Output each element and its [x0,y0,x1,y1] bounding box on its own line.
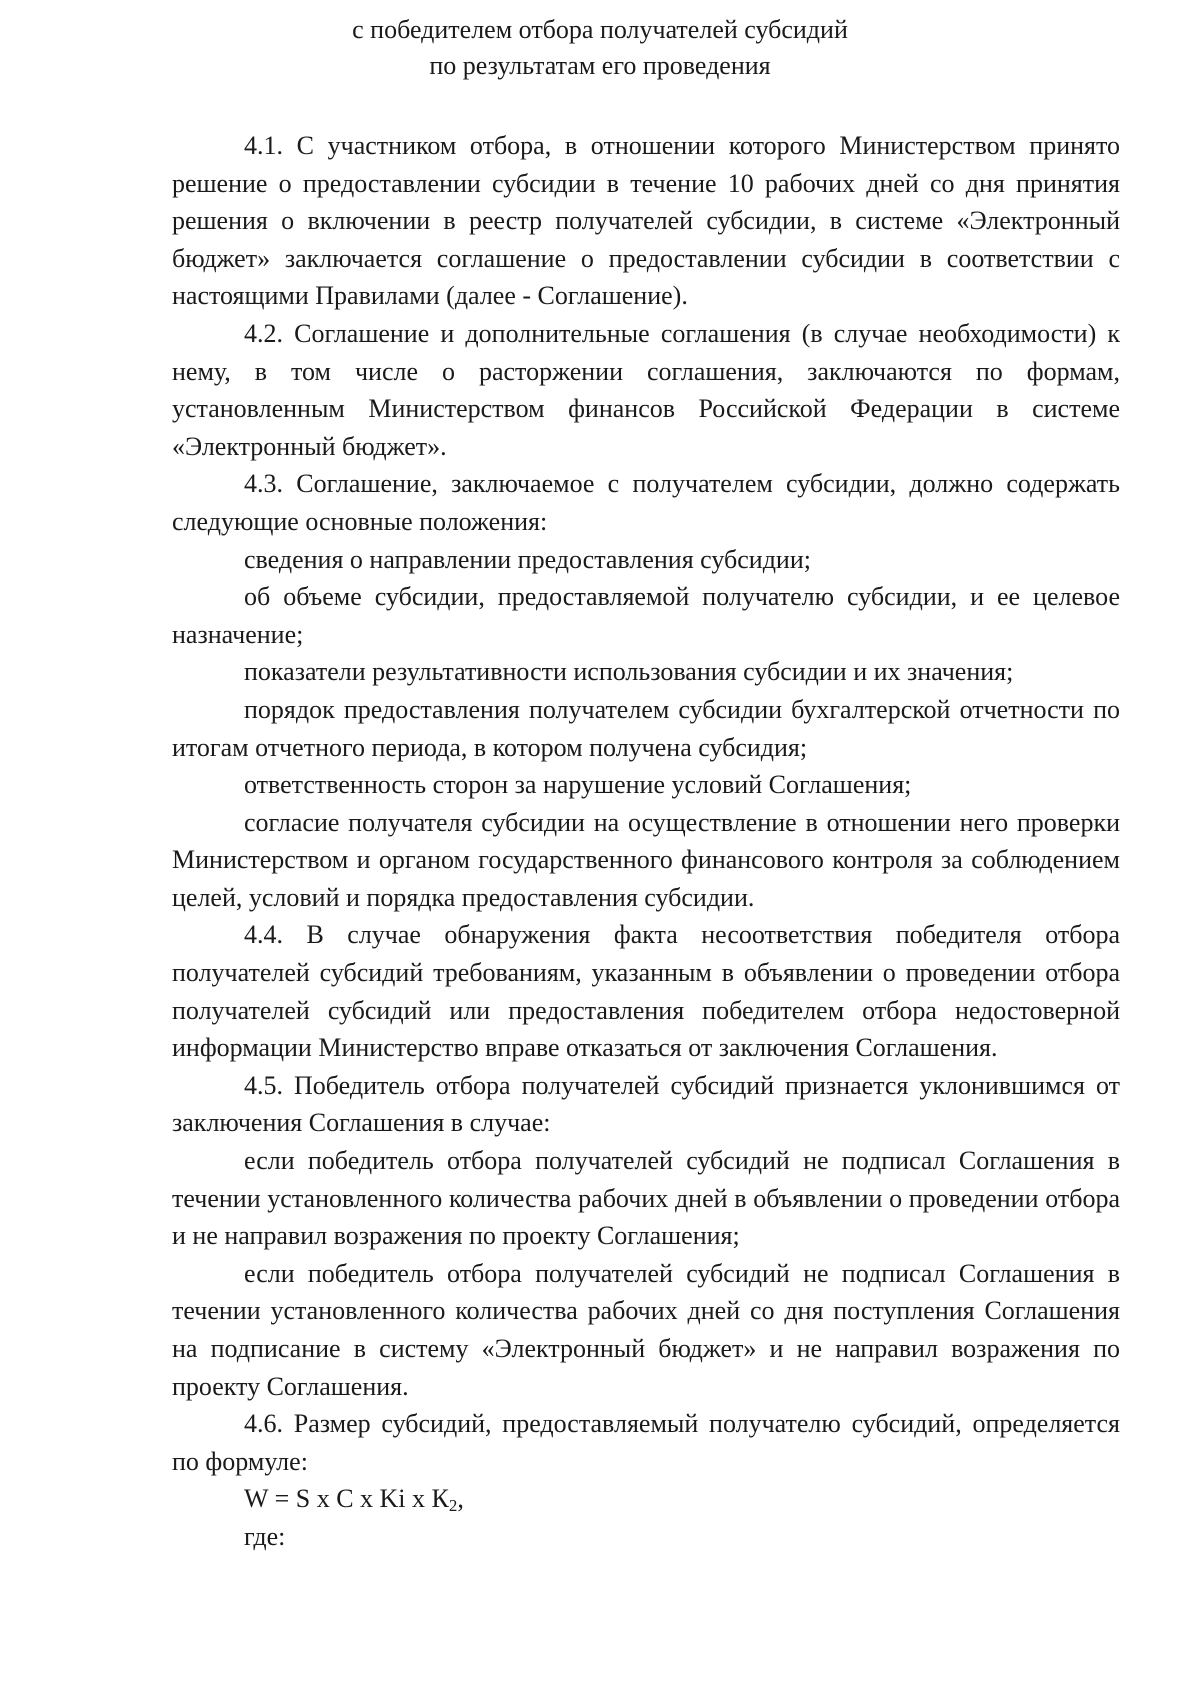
list-item-volume: об объеме субсидии, предоставляемой получателю субсидии, и ее целевое назначение; [172,582,1120,649]
paragraph-4-1: 4.1. С участником отбора, в отношении которого Министерством принято решение о предоставлении субсидии в течение 10 рабочих дней со дня принятия решения о включении в реестр получателей субсидии, в системе «Электронный бюджет» заключается соглашение о предоставлении субсидии в соответствии с настоящими Правилами (далее - Соглашение). [172,131,1120,311]
section-heading [0,12,1200,84]
heading-line-1: с победителем отбора получателей субсидий [352,15,848,44]
document-body [172,127,1120,1556]
formula-tail: , [457,1484,464,1514]
paragraph-4-4: 4.4. В случае обнаружения факта несоответствия победителя отбора получателей субсидий требованиям, указанным в объявлении о проведении отбора получателей субсидий или предоставления победителем отбора недостоверной информации Министерство вправе отказаться от заключения Соглашения. [172,920,1120,1063]
where-label: где: [244,1521,286,1551]
list-item-indicators: показатели результативности использования субсидии и их значения; [244,657,1014,687]
heading-line-2: по результатам его проведения [429,51,771,80]
list-item-responsibility: ответственность сторон за нарушение условий Соглашения; [244,770,912,800]
paragraph-4-3: 4.3. Соглашение, заключаемое с получателем субсидии, должно содержать следующие основные положения: [172,469,1120,536]
list-item-case-1: если победитель отбора получателей субсидий не подписал Соглашения в течении установленного количества рабочих дней в объявлении о проведении отбора и не направил возражения по проекту Соглашения; [172,1146,1120,1251]
formula-subscript: 2 [448,1496,458,1516]
paragraph-4-5: 4.5. Победитель отбора получателей субсидий признается уклонившимся от заключения Соглашения в случае: [172,1070,1120,1138]
formula-main: W = S x C x Ki x К [244,1484,449,1514]
paragraph-4-6: 4.6. Размер субсидий, предоставляемый получателю субсидий, определяется по формуле: [172,1409,1120,1476]
subsidy-formula [172,1480,1120,1518]
list-item-consent: согласие получателя субсидии на осуществление в отношении него проверки Министерством и органом государственного финансового контроля за соблюдением целей, условий и порядка предоставления субсидии. [172,807,1120,912]
list-item-direction: сведения о направлении предоставления субсидии; [244,544,811,574]
list-item-case-2: если победитель отбора получателей субсидий не подписал Соглашения в течении установленного количества рабочих дней со дня поступления Соглашения на подписание в систему «Электронный бюджет» и не направил возражения по проекту Соглашения. [172,1258,1120,1401]
paragraph-4-2: 4.2. Соглашение и дополнительные соглашения (в случае необходимости) к нему, в том числе о расторжении соглашения, заключаются по формам, установленным Министерством финансов Российской Федерации в системе «Электронный бюджет». [172,318,1120,461]
list-item-reporting: порядок предоставления получателем субсидии бухгалтерской отчетности по итогам отчетного периода, в котором получена субсидия; [172,694,1120,762]
